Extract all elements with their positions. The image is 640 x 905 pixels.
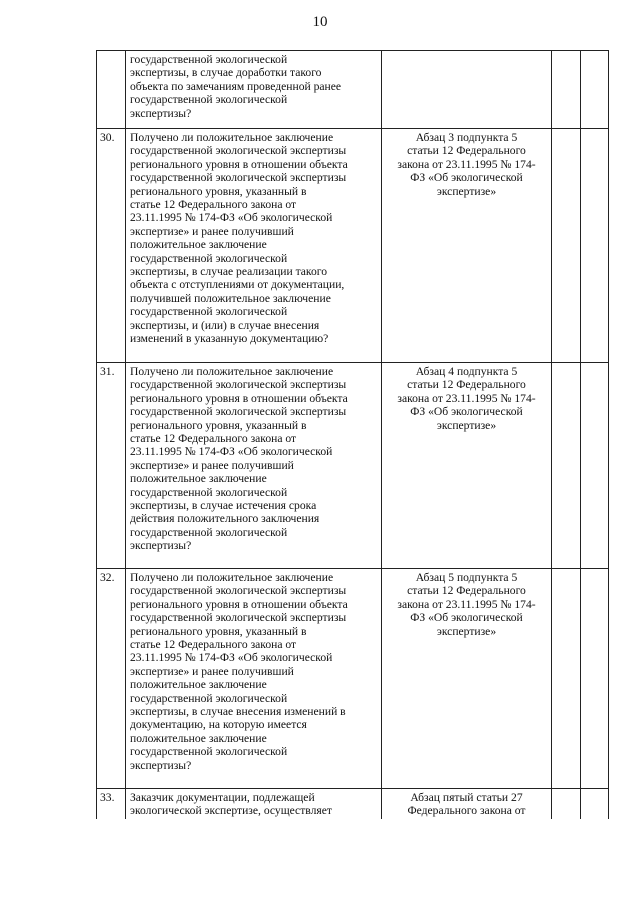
legal-reference-line: Абзац 3 подпункта 5	[415, 131, 518, 144]
question-text-line: государственной экологической экспертизы	[130, 584, 347, 598]
legal-reference-cell	[382, 51, 552, 129]
table-row	[97, 789, 609, 820]
table-row	[97, 363, 609, 569]
question-text-line: экспертизе» и ранее получивший	[130, 224, 294, 238]
legal-reference-line: ФЗ «Об экологической	[410, 611, 523, 625]
question-text-line: государственной экологической	[130, 485, 288, 499]
legal-reference-line: ФЗ «Об экологической	[410, 405, 523, 419]
table-row	[97, 51, 609, 129]
answer-cell-no	[581, 789, 609, 820]
question-text-line: положительное заключение	[130, 678, 267, 692]
question-text-line: получившей положительное заключение	[130, 291, 331, 305]
question-text-line: экспертизы?	[130, 758, 192, 772]
question-text-line: экспертизы, в случае реализации такого	[130, 265, 328, 279]
question-text-line: положительное заключение	[130, 472, 267, 486]
answer-cell-yes	[552, 789, 581, 820]
answer-cell-no	[581, 363, 609, 569]
question-text-line: государственной экологической	[130, 691, 288, 705]
answer-cell-no	[581, 51, 609, 129]
row-number: 30.	[97, 129, 126, 363]
checklist-table	[96, 50, 609, 819]
answer-cell-yes	[552, 51, 581, 129]
question-cell	[126, 569, 382, 789]
question-text-line: объекта по замечаниям проведенной ранее	[130, 79, 342, 93]
question-text-line: государственной экологической	[130, 251, 288, 265]
question-text-line: Заказчик документации, подлежащей	[130, 791, 315, 804]
question-text-line: государственной экологической	[130, 745, 288, 759]
answer-cell-yes	[552, 363, 581, 569]
row-number: 32.	[97, 569, 126, 789]
question-text-line: экспертизы?	[130, 539, 192, 553]
table-row	[97, 129, 609, 363]
question-text-line: изменений в указанную документацию?	[130, 332, 329, 346]
legal-reference-line: закона от 23.11.1995 № 174-	[397, 157, 536, 171]
question-text-line: государственной экологической экспертизы	[130, 378, 347, 392]
question-text-line: статье 12 Федерального закона от	[130, 432, 297, 446]
legal-reference-line: экспертизе»	[436, 624, 497, 638]
question-text-line: государственной экологической экспертизы	[130, 611, 347, 625]
legal-reference-cell	[382, 363, 552, 569]
question-cell	[126, 789, 382, 820]
legal-reference-line: ФЗ «Об экологической	[410, 171, 523, 185]
question-text-line: 23.11.1995 № 174-ФЗ «Об экологической	[130, 445, 333, 459]
question-cell	[126, 51, 382, 129]
question-text-line: экспертизе» и ранее получивший	[130, 664, 294, 678]
question-text-line: экспертизы?	[130, 106, 192, 120]
question-text-line: объекта с отступлениями от документации,	[130, 278, 345, 292]
answer-cell-yes	[552, 569, 581, 789]
question-text-line: экспертизе» и ранее получивший	[130, 458, 294, 472]
question-text-line: регионального уровня в отношении объекта	[130, 157, 348, 171]
question-text-line: Получено ли положительное заключение	[130, 571, 334, 584]
question-text-line: статье 12 Федерального закона от	[130, 198, 297, 212]
question-text-line: Получено ли положительное заключение	[130, 365, 334, 378]
question-text-line: экспертизы, и (или) в случае внесения	[130, 318, 320, 332]
legal-reference-line: статьи 12 Федерального	[407, 378, 526, 392]
question-text-line: экспертизы, в случае доработки такого	[130, 66, 322, 80]
legal-reference-line: статьи 12 Федерального	[407, 584, 526, 598]
legal-reference-cell	[382, 569, 552, 789]
legal-reference-line: Абзац пятый статьи 27	[410, 791, 523, 804]
legal-reference-line: закона от 23.11.1995 № 174-	[397, 597, 536, 611]
table-row	[97, 569, 609, 789]
question-text-line: положительное заключение	[130, 731, 267, 745]
question-text-line: регионального уровня, указанный в	[130, 624, 307, 638]
question-text-line: экологической экспертизе, осуществляет	[130, 804, 332, 818]
question-text-line: экспертизы, в случае истечения срока	[130, 499, 317, 513]
question-cell	[126, 363, 382, 569]
legal-reference-line: экспертизе»	[436, 184, 497, 198]
question-text-line: регионального уровня, указанный в	[130, 184, 307, 198]
question-text-line: регионального уровня в отношении объекта	[130, 597, 348, 611]
question-text-line: государственной экологической	[130, 305, 288, 319]
answer-cell-no	[581, 569, 609, 789]
row-number: 31.	[97, 363, 126, 569]
legal-reference-line: закона от 23.11.1995 № 174-	[397, 391, 536, 405]
legal-reference-line: Абзац 4 подпункта 5	[415, 365, 518, 378]
question-text-line: статье 12 Федерального закона от	[130, 638, 297, 652]
question-text-line: государственной экологической	[130, 525, 288, 539]
row-number: 33.	[97, 789, 126, 820]
question-text-line: государственной экологической экспертизы	[130, 171, 347, 185]
question-text-line: Получено ли положительное заключение	[130, 131, 334, 144]
question-text-line: действия положительного заключения	[130, 512, 320, 526]
question-text-line: государственной экологической	[130, 53, 288, 66]
question-text-line: экспертизы, в случае внесения изменений в	[130, 705, 346, 719]
answer-cell-no	[581, 129, 609, 363]
question-cell	[126, 129, 382, 363]
page-number: 10	[312, 14, 328, 30]
question-text-line: 23.11.1995 № 174-ФЗ «Об экологической	[130, 651, 333, 665]
question-text-line: государственной экологической экспертизы	[130, 405, 347, 419]
legal-reference-line: Федерального закона от	[407, 804, 526, 818]
question-text-line: регионального уровня, указанный в	[130, 418, 307, 432]
question-text-line: 23.11.1995 № 174-ФЗ «Об экологической	[130, 211, 333, 225]
row-number	[97, 51, 126, 129]
question-text-line: регионального уровня в отношении объекта	[130, 391, 348, 405]
question-text-line: государственной экологической	[130, 93, 288, 107]
legal-reference-cell	[382, 789, 552, 820]
legal-reference-line: Абзац 5 подпункта 5	[415, 571, 518, 584]
legal-reference-line: статьи 12 Федерального	[407, 144, 526, 158]
legal-reference-cell	[382, 129, 552, 363]
answer-cell-yes	[552, 129, 581, 363]
question-text-line: документацию, на которую имеется	[130, 718, 307, 732]
question-text-line: государственной экологической экспертизы	[130, 144, 347, 158]
legal-reference-line: экспертизе»	[436, 418, 497, 432]
question-text-line: положительное заключение	[130, 238, 267, 252]
